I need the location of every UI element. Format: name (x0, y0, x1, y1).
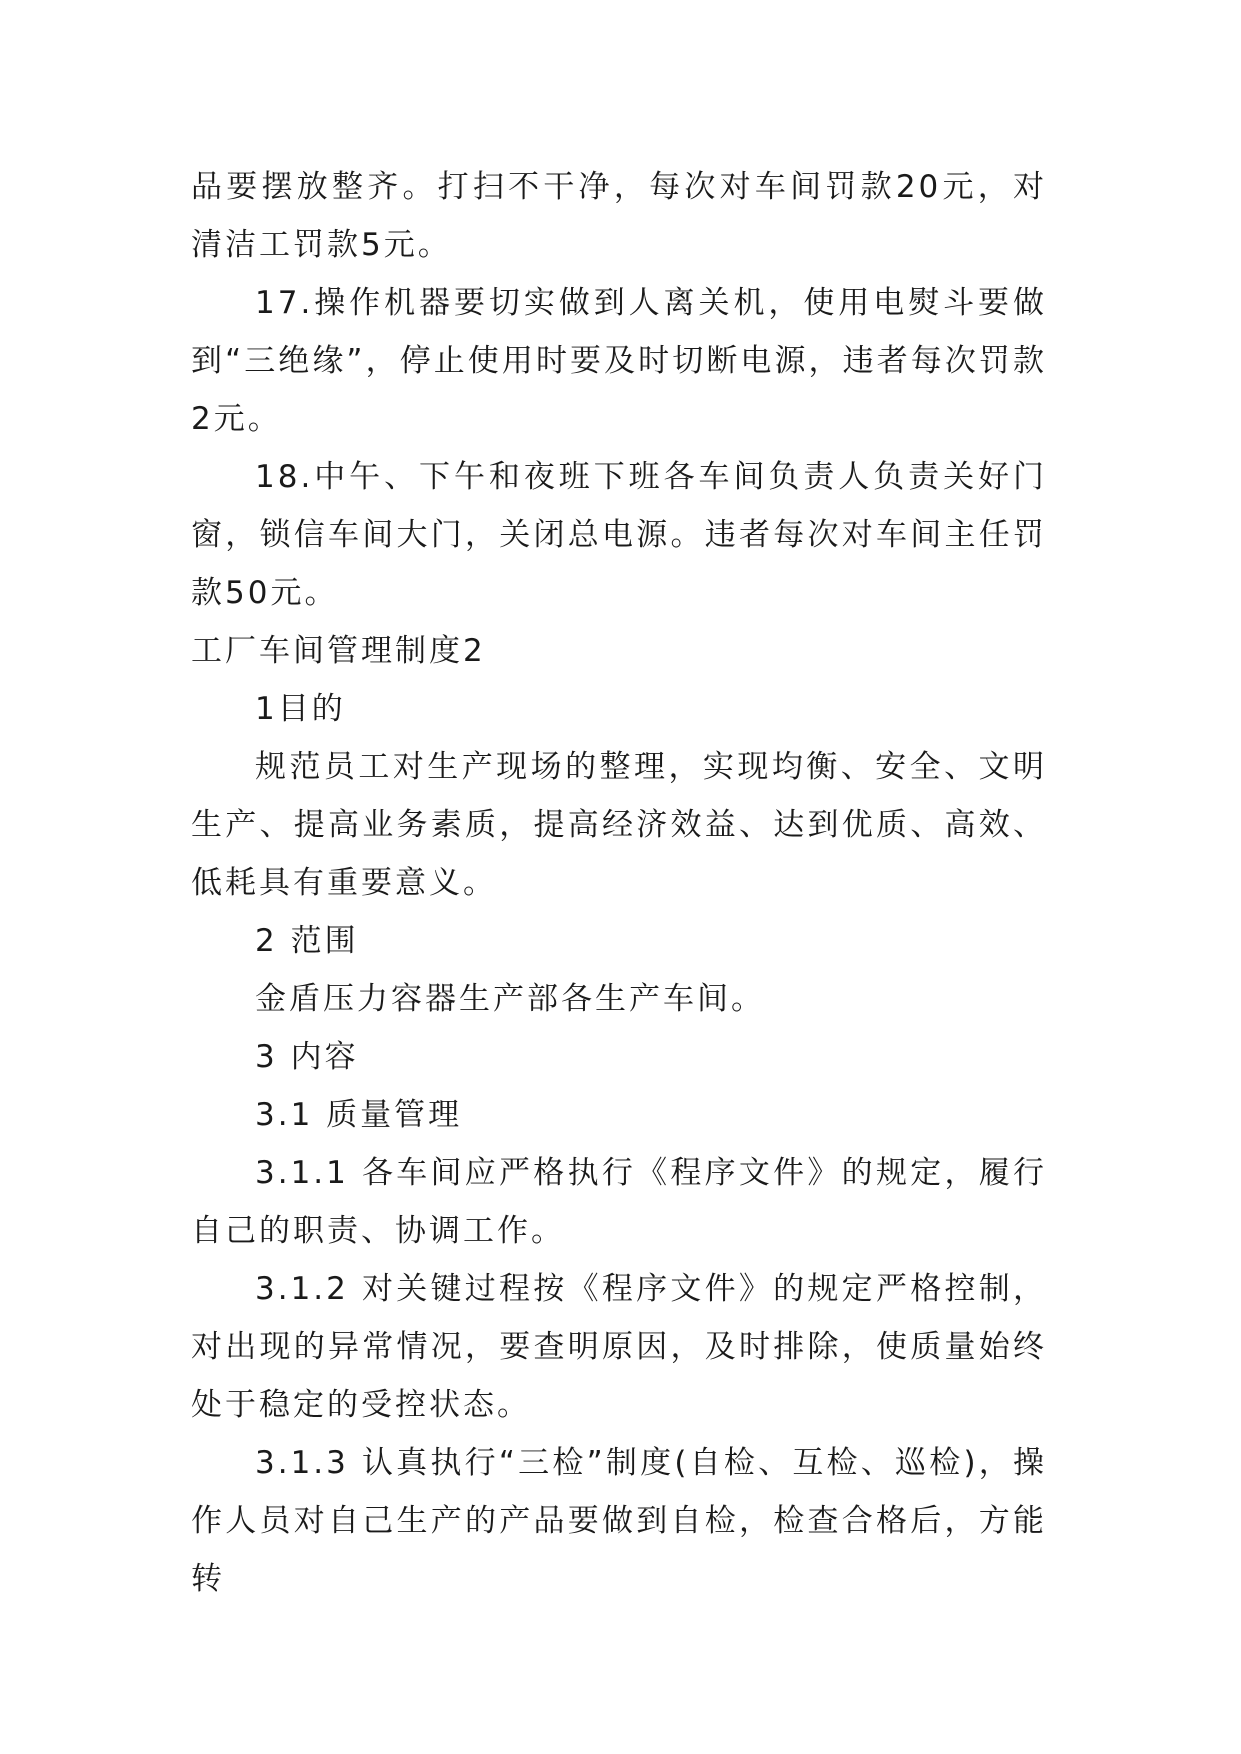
paragraph-item-18: 18.中午、下午和夜班下班各车间负责人负责关好门窗，锁信车间大门，关闭总电源。违者每次对车间主任罚款50元。 (191, 459, 1047, 611)
paragraph-item-17: 17.操作机器要切实做到人离关机，使用电熨斗要做到“三绝缘”，停止使用时要及时切断电源，违者每次罚款2元。 (191, 285, 1047, 437)
heading-content: 3 内容 (255, 1039, 359, 1075)
heading-purpose: 1目的 (255, 691, 346, 727)
paragraph-3-1-2: 3.1.2 对关键过程按《程序文件》的规定严格控制，对出现的异常情况，要查明原因，及时排除，使质量始终处于稳定的受控状态。 (191, 1271, 1047, 1423)
paragraph-3-1-3: 3.1.3 认真执行“三检”制度(自检、互检、巡检)，操作人员对自己生产的产品要做到自检，检查合格后，方能转 (191, 1445, 1047, 1597)
paragraph-scope: 金盾压力容器生产部各生产车间。 (255, 981, 765, 1017)
heading-scope: 2 范围 (255, 923, 359, 959)
paragraph-purpose: 规范员工对生产现场的整理，实现均衡、安全、文明生产、提高业务素质，提高经济效益、达到优质、高效、低耗具有重要意义。 (191, 749, 1047, 901)
paragraph-3-1-1: 3.1.1 各车间应严格执行《程序文件》的规定，履行自己的职责、协调工作。 (191, 1155, 1047, 1249)
heading-quality-management: 3.1 质量管理 (255, 1097, 463, 1133)
paragraph-continuation: 品要摆放整齐。打扫不干净，每次对车间罚款20元，对清洁工罚款5元。 (191, 169, 1047, 263)
document-body (191, 158, 1047, 1608)
section-heading: 工厂车间管理制度2 (191, 633, 486, 669)
